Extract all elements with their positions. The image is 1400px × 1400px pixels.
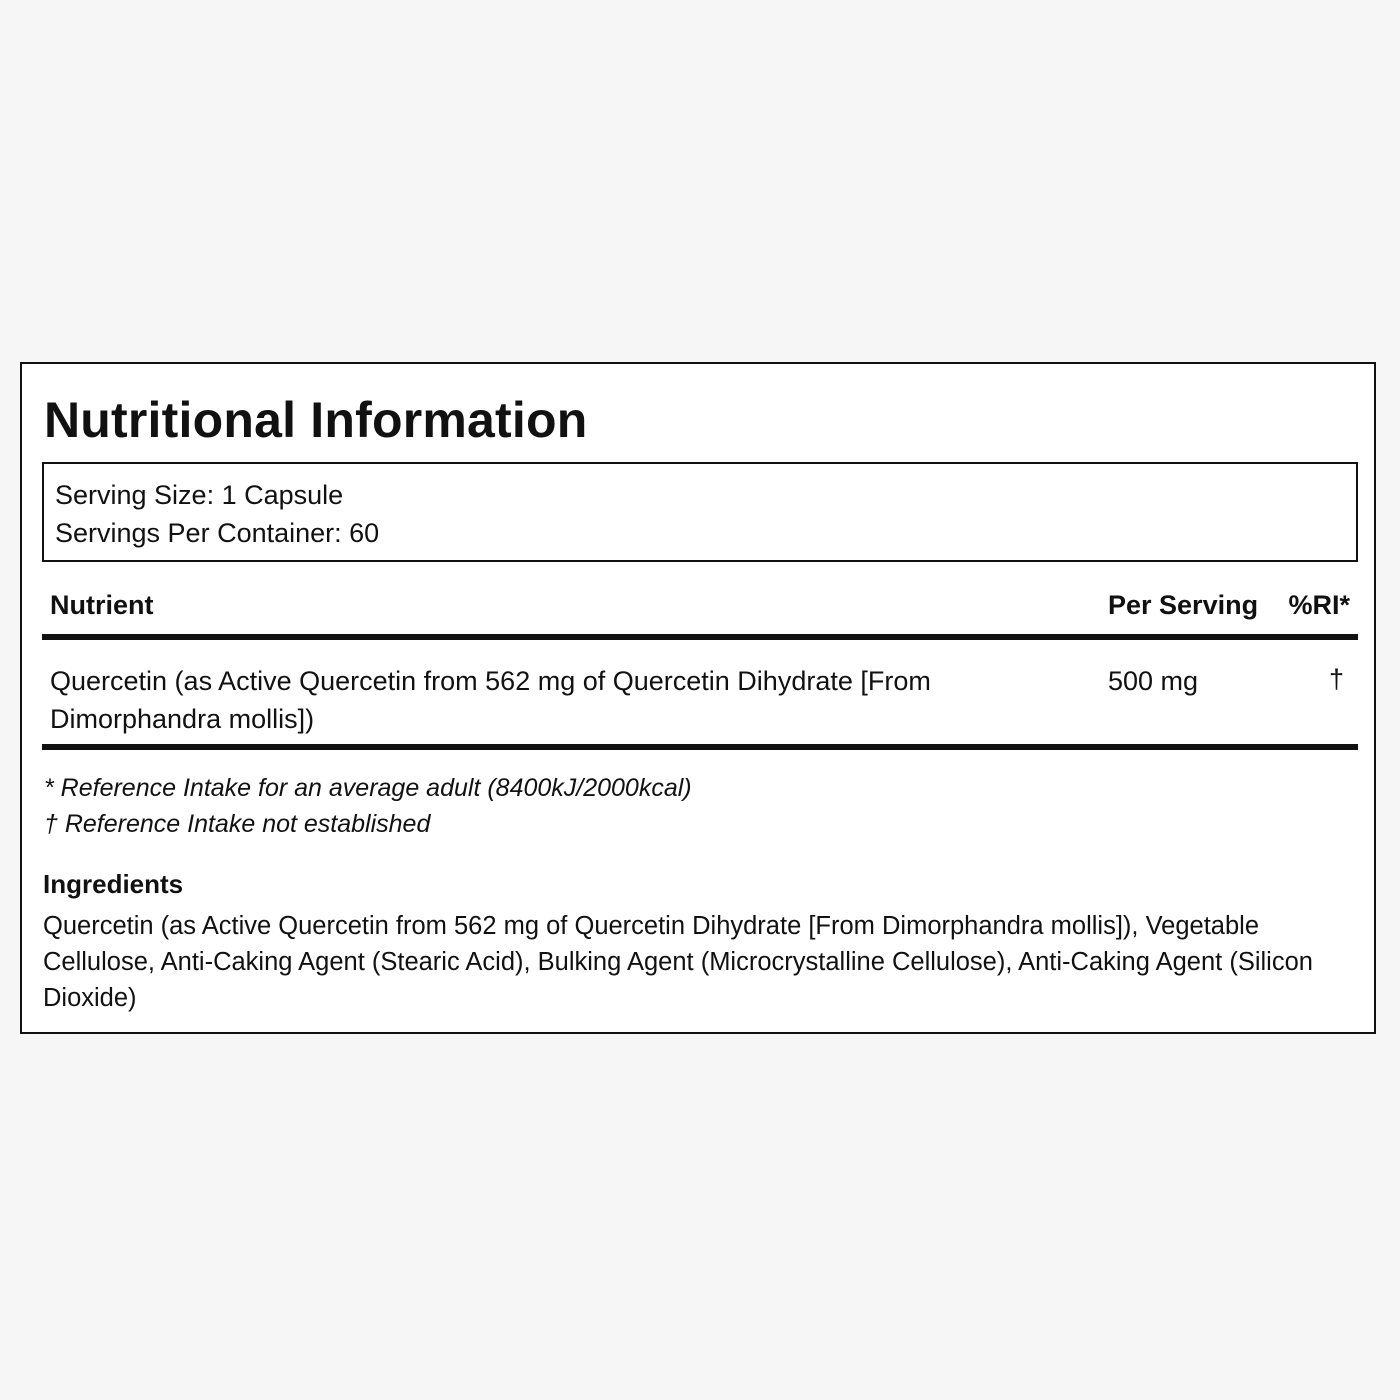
footnote-not-established: † Reference Intake not established: [44, 810, 431, 838]
row-ri: †: [1328, 664, 1344, 694]
table-row: [42, 640, 1358, 750]
header-ri: %RI*: [1288, 590, 1350, 620]
ingredients-heading: Ingredients: [43, 869, 184, 899]
ingredients-text: Quercetin (as Active Quercetin from 562 mg of Quercetin Dihydrate [From Dimorphandra mollis]), Vegetable Cellulose, Anti-Caking Agent (Stearic Acid), Bulking Agent (Microcrystalline Cellulose), Anti-Caking Agent (Silicon Dioxide): [43, 912, 1313, 1012]
nutrient-table: [42, 584, 1358, 750]
table-header: [42, 584, 1358, 640]
servings-per-container: Servings Per Container: 60: [55, 518, 380, 548]
serving-info-box: [42, 462, 1358, 562]
serving-size: Serving Size: 1 Capsule: [55, 480, 344, 510]
nutrition-panel: [20, 362, 1376, 1034]
header-nutrient: Nutrient: [50, 590, 154, 620]
footnote-reference-intake: * Reference Intake for an average adult (8400kJ/2000kcal): [44, 774, 692, 802]
row-per-serving: 500 mg: [1108, 666, 1199, 696]
panel-title: Nutritional Information: [44, 392, 588, 448]
footnotes: [44, 770, 692, 842]
row-nutrient-name: Quercetin (as Active Quercetin from 562 mg of Quercetin Dihydrate [From Dimorphandra mollis]): [50, 666, 931, 734]
header-per-serving: Per Serving: [1108, 590, 1259, 620]
